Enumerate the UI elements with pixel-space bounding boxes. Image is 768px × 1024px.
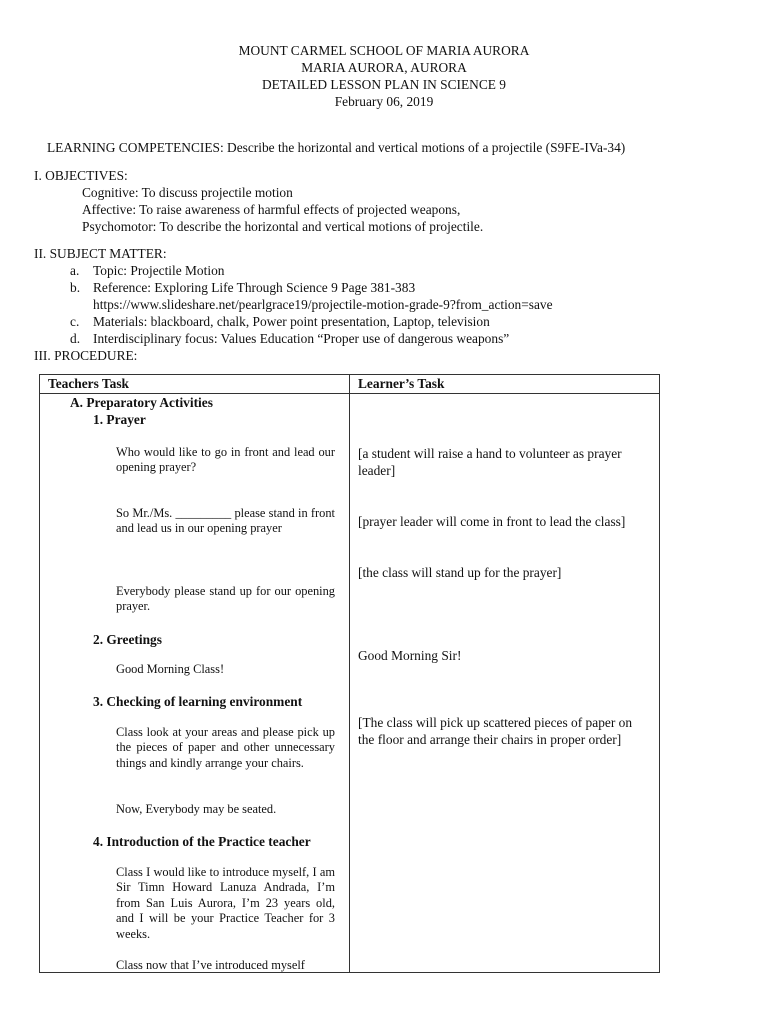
learner-prayer-leader: [prayer leader will come in front to lead the class] — [358, 514, 626, 529]
subject-item-interdisciplinary: d. Interdisciplinary focus: Values Education “Proper use of dangerous weapons” — [70, 331, 510, 346]
objective-affective: Affective: To raise awareness of harmful effects of projected weapons, — [82, 202, 461, 217]
step-introduction: 4. Introduction of the Practice teacher — [93, 834, 311, 849]
teachers-task-cell — [40, 394, 350, 973]
school-location: MARIA AURORA, AURORA — [301, 60, 467, 75]
step-prayer: 1. Prayer — [93, 412, 146, 427]
learning-competencies: LEARNING COMPETENCIES: Describe the horizontal and vertical motions of a projectile (S9FE-IVa-34) — [47, 140, 626, 155]
learners-task-header: Learner’s Task — [350, 375, 660, 394]
objectives-heading: I. OBJECTIVES: — [34, 168, 128, 183]
teacher-intro-continued: Class now that I’ve introduced myself — [116, 958, 305, 972]
learner-volunteer: [a student will raise a hand to volunteer as prayer leader] — [358, 446, 622, 478]
subject-item-materials: c. Materials: blackboard, chalk, Power point presentation, Laptop, television — [70, 314, 490, 329]
teachers-task-header: Teachers Task — [40, 375, 350, 394]
learner-clean-up: [The class will pick up scattered pieces of paper on the floor and arrange their chairs in proper order] — [358, 715, 633, 747]
learner-stand-up: [the class will stand up for the prayer] — [358, 565, 562, 580]
objective-cognitive: Cognitive: To discuss projectile motion — [82, 185, 293, 200]
teacher-be-seated: Now, Everybody may be seated. — [116, 802, 277, 816]
school-name: MOUNT CARMEL SCHOOL OF MARIA AURORA — [238, 43, 530, 58]
teacher-clean-area: Class look at your areas and please pick up the pieces of paper and other unnecessary things and kindly arrange your chairs. — [116, 725, 335, 770]
plan-title: DETAILED LESSON PLAN IN SCIENCE 9 — [261, 77, 507, 92]
step-greetings: 2. Greetings — [93, 632, 162, 647]
plan-date: February 06, 2019 — [334, 94, 434, 109]
teacher-greeting: Good Morning Class! — [116, 662, 225, 676]
teacher-prayer-request: Who would like to go in front and lead our opening prayer? — [116, 445, 335, 475]
procedure-table — [39, 374, 660, 973]
subject-item-reference: b. Reference: Exploring Life Through Science 9 Page 381-383 — [70, 280, 416, 295]
objective-psychomotor: Psychomotor: To describe the horizontal and vertical motions of projectile. — [82, 219, 484, 234]
teacher-introduction: Class I would like to introduce myself, I am Sir Timn Howard Lanuza Andrada, I’m from San Luis Aurora, I’m 23 years old, and I will be your Practice Teacher for 3 weeks. — [116, 865, 335, 941]
learner-greeting: Good Morning Sir! — [358, 648, 462, 663]
learners-task-cell — [350, 394, 660, 973]
step-checking-environment: 3. Checking of learning environment — [93, 694, 303, 709]
teacher-stand-up: Everybody please stand up for our opening prayer. — [116, 584, 335, 614]
reference-url: https://www.slideshare.net/pearlgrace19/projectile-motion-grade-9?from_action=save — [93, 297, 553, 312]
procedure-heading: III. PROCEDURE: — [34, 348, 138, 363]
subject-item-topic: a. Topic: Projectile Motion — [70, 263, 225, 278]
document-header — [0, 42, 768, 110]
subject-matter-heading: II. SUBJECT MATTER: — [34, 246, 167, 261]
teacher-prayer-leader: So Mr./Ms. _________ please stand in front and lead us in our opening prayer — [116, 506, 335, 536]
preparatory-activities: A. Preparatory Activities — [70, 395, 213, 410]
